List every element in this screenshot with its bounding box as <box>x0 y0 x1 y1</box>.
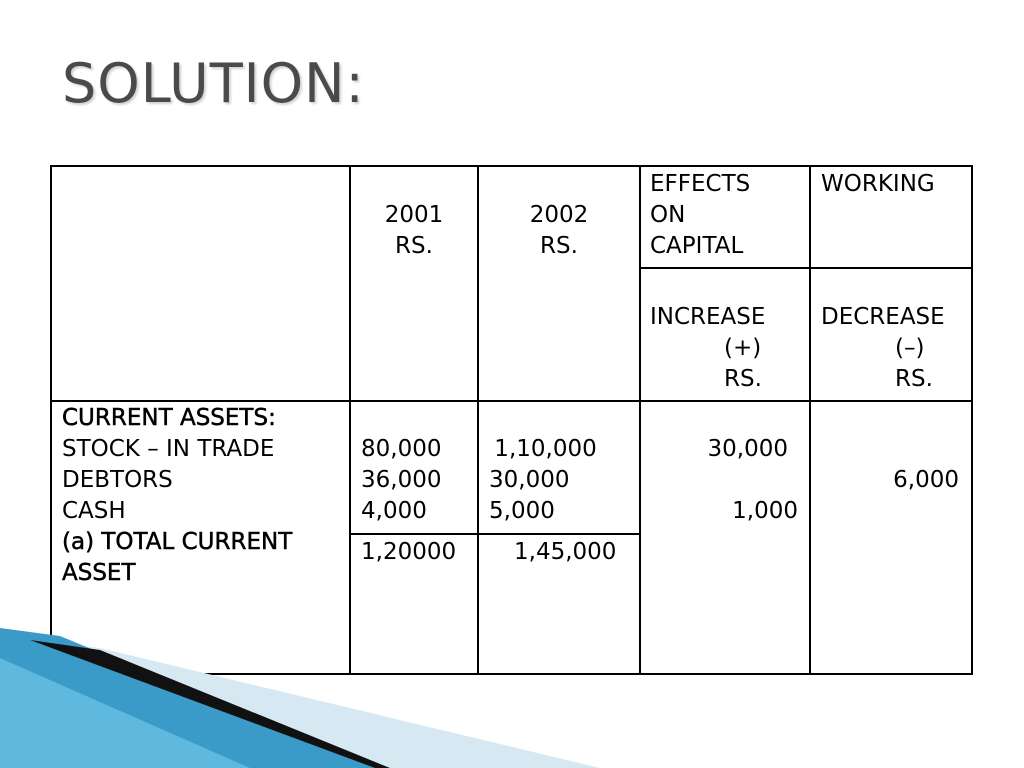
header-2002: 2002 RS. <box>529 202 589 259</box>
row-label-debtors: DEBTORS <box>62 467 173 493</box>
value-2001-stock: 80,000 <box>361 436 442 462</box>
value-increase-cash: 1,000 <box>732 498 798 524</box>
header-effects-on-capital: EFFECTS ON CAPITAL <box>650 171 751 259</box>
value-2002-cash: 5,000 <box>489 498 555 524</box>
table-border-top <box>50 165 973 167</box>
total-row-line <box>349 533 641 535</box>
header-2001: 2001 RS. <box>384 202 444 259</box>
value-2001-total: 1,20000 <box>361 539 457 565</box>
row-label-stock: STOCK – IN TRADE <box>62 436 275 462</box>
value-increase-stock: 30,000 <box>707 436 788 462</box>
col-divider-3 <box>639 165 641 675</box>
value-2001-debtors: 36,000 <box>361 467 442 493</box>
table-border-right <box>971 165 973 675</box>
slide-title: SOLUTION: <box>62 52 365 115</box>
row-label-total: (a) TOTAL CURRENT ASSET <box>62 529 293 586</box>
capital-effects-table <box>50 165 973 675</box>
value-2002-debtors: 30,000 <box>489 467 570 493</box>
header-decrease-sign: (–) <box>895 335 925 361</box>
header-decrease: DECREASE <box>821 304 945 330</box>
header-increase-sign: (+) <box>724 335 762 361</box>
header-increase: INCREASE <box>650 304 766 330</box>
header-subdivider <box>639 267 973 269</box>
header-bottom-line <box>50 400 973 402</box>
header-increase-unit: RS. <box>724 366 762 392</box>
value-2002-stock: 1,10,000 <box>487 436 597 462</box>
row-label-cash: CASH <box>62 498 126 524</box>
decorative-swoosh <box>0 628 1024 768</box>
header-decrease-unit: RS. <box>895 366 933 392</box>
section-label-current-assets: CURRENT ASSETS: <box>62 405 276 431</box>
col-divider-4 <box>809 165 811 675</box>
value-decrease-debtors: 6,000 <box>893 467 959 493</box>
value-2002-total: 1,45,000 <box>514 539 617 565</box>
value-2001-cash: 4,000 <box>361 498 427 524</box>
header-working: WORKING <box>821 171 935 197</box>
table-border-left <box>50 165 52 675</box>
